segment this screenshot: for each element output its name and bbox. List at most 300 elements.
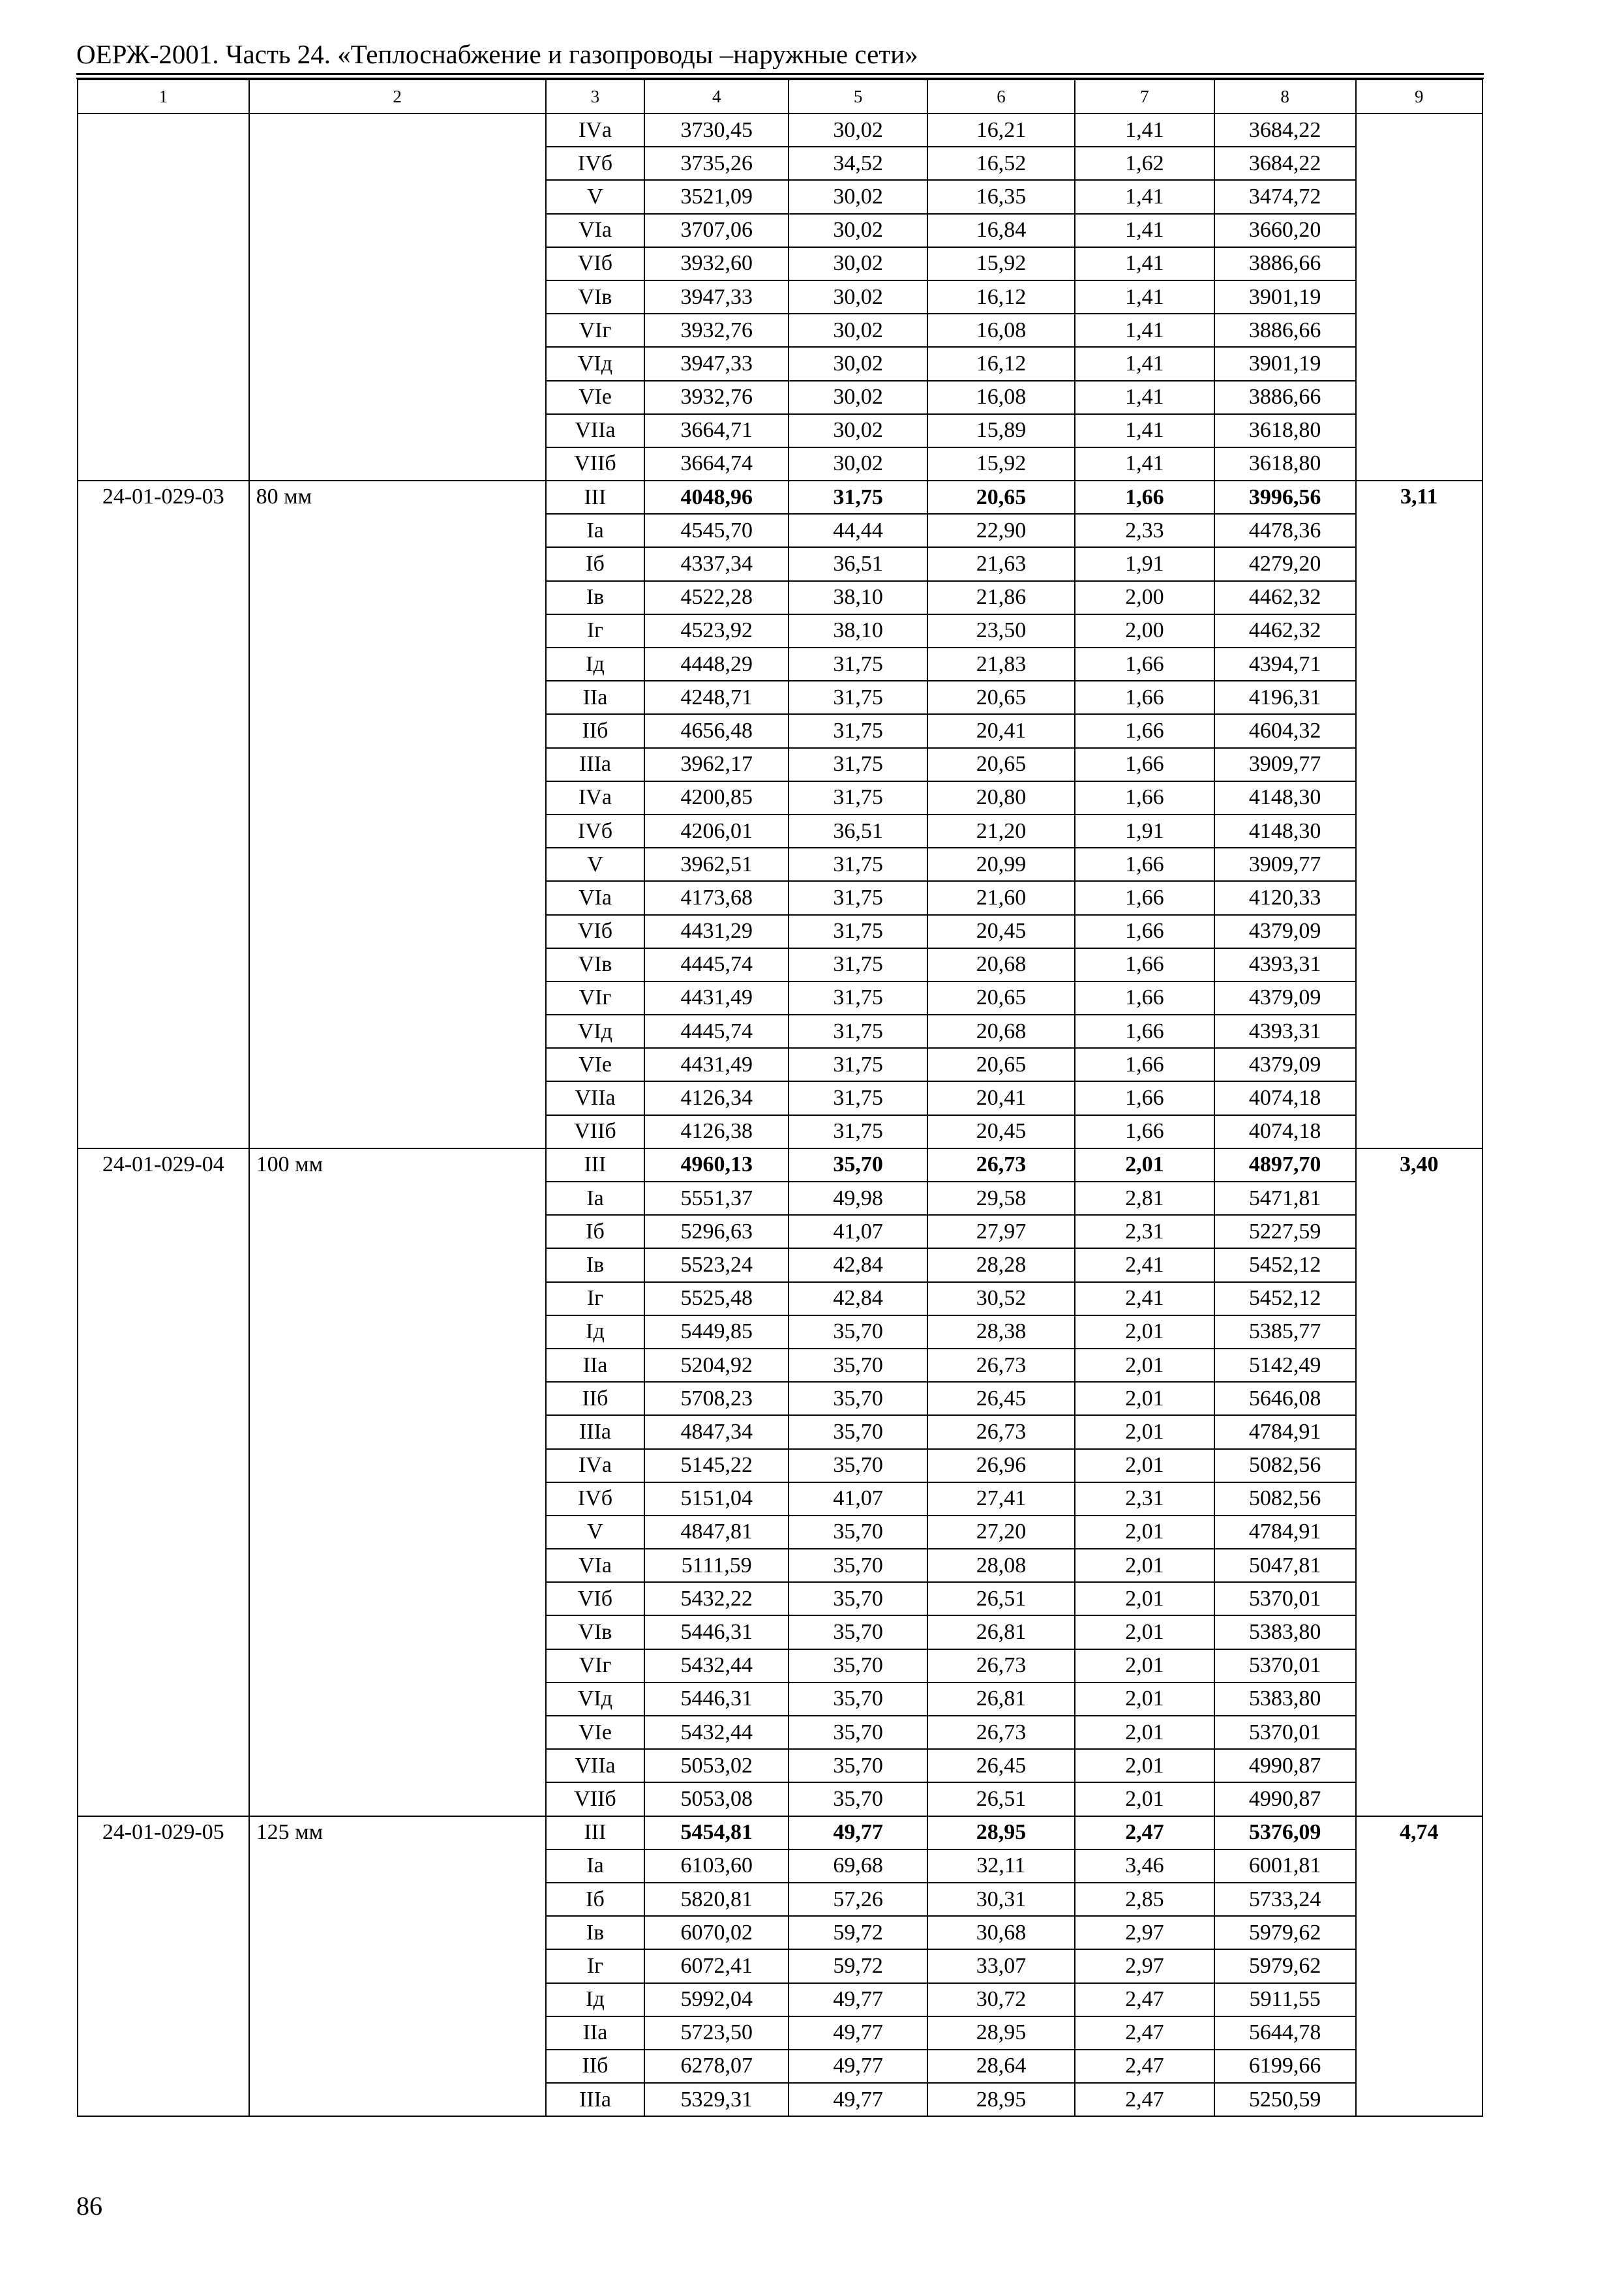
table-body	[78, 113, 1482, 2116]
value-cell: 5082,56	[1214, 1449, 1356, 1482]
value-cell: 5432,22	[644, 1582, 789, 1615]
value-cell: 1,41	[1075, 314, 1214, 347]
value-cell: 3660,20	[1214, 214, 1356, 247]
zone-cell: VIIб	[546, 447, 645, 481]
zone-cell: Iв	[546, 1248, 645, 1281]
value-cell: 26,81	[927, 1615, 1075, 1649]
value-cell: 1,66	[1075, 714, 1214, 747]
value-cell: 16,08	[927, 314, 1075, 347]
zone-cell: VIIа	[546, 1081, 645, 1115]
value-cell: 26,73	[927, 1649, 1075, 1683]
diameter-cell: 125 мм	[249, 1816, 546, 2117]
value-cell: 6278,07	[644, 2050, 789, 2083]
value-cell: 2,47	[1075, 1983, 1214, 2016]
value-cell: 30,02	[789, 113, 927, 147]
value-cell: 5151,04	[644, 1482, 789, 1516]
value-cell: 6072,41	[644, 1949, 789, 1982]
column-header: 3	[546, 80, 645, 113]
zone-cell: IIа	[546, 1349, 645, 1382]
value-cell: 22,90	[927, 514, 1075, 547]
value-cell: 34,52	[789, 147, 927, 180]
value-cell: 1,91	[1075, 815, 1214, 848]
value-cell: 5979,62	[1214, 1949, 1356, 1982]
value-cell: 42,84	[789, 1282, 927, 1315]
value-cell: 5446,31	[644, 1615, 789, 1649]
value-cell: 3886,66	[1214, 247, 1356, 280]
column-number-row	[78, 80, 1482, 113]
value-cell: 4394,71	[1214, 648, 1356, 681]
value-cell: 35,70	[789, 1615, 927, 1649]
value-cell: 4196,31	[1214, 681, 1356, 714]
value-cell: 5723,50	[644, 2016, 789, 2050]
value-cell: 28,28	[927, 1248, 1075, 1281]
value-cell: 4990,87	[1214, 1749, 1356, 1782]
zone-cell: IIб	[546, 1382, 645, 1415]
value-cell: 5454,81	[644, 1816, 789, 1849]
value-cell: 4379,09	[1214, 981, 1356, 1015]
value-cell: 2,47	[1075, 2050, 1214, 2083]
zone-cell: VIб	[546, 915, 645, 948]
column-header: 8	[1214, 80, 1356, 113]
zone-cell: VIг	[546, 314, 645, 347]
value-cell: 35,70	[789, 1749, 927, 1782]
value-cell: 4656,48	[644, 714, 789, 747]
value-cell: 3932,76	[644, 381, 789, 414]
value-cell: 4523,92	[644, 614, 789, 648]
value-cell: 28,95	[927, 2083, 1075, 2116]
value-cell: 2,00	[1075, 614, 1214, 648]
value-cell: 31,75	[789, 1048, 927, 1081]
value-cell: 2,97	[1075, 1916, 1214, 1949]
value-cell: 1,66	[1075, 1115, 1214, 1148]
zone-cell: VIд	[546, 1015, 645, 1048]
zone-cell: IVб	[546, 147, 645, 180]
zone-cell: V	[546, 848, 645, 881]
value-cell: 20,65	[927, 681, 1075, 714]
value-cell: 2,01	[1075, 1415, 1214, 1448]
value-cell: 21,83	[927, 648, 1075, 681]
value-cell: 1,66	[1075, 681, 1214, 714]
value-cell: 35,70	[789, 1716, 927, 1749]
value-cell: 4960,13	[644, 1148, 789, 1182]
value-cell: 28,08	[927, 1549, 1075, 1582]
value-cell: 1,91	[1075, 547, 1214, 580]
value-cell: 3684,22	[1214, 147, 1356, 180]
zone-cell: VIе	[546, 1716, 645, 1749]
value-cell: 31,75	[789, 748, 927, 781]
value-cell: 1,66	[1075, 481, 1214, 514]
value-cell: 4148,30	[1214, 781, 1356, 815]
zone-cell: IIIа	[546, 748, 645, 781]
value-cell: 26,96	[927, 1449, 1075, 1482]
value-cell: 5733,24	[1214, 1883, 1356, 1916]
value-cell: 5979,62	[1214, 1916, 1356, 1949]
value-cell: 20,41	[927, 714, 1075, 747]
column-header: 5	[789, 80, 927, 113]
value-cell: 4074,18	[1214, 1115, 1356, 1148]
value-cell: 49,77	[789, 2083, 927, 2116]
value-cell: 5053,08	[644, 1782, 789, 1816]
value-cell: 20,80	[927, 781, 1075, 815]
value-cell: 3618,80	[1214, 414, 1356, 447]
value-cell: 3947,33	[644, 347, 789, 380]
value-cell: 28,95	[927, 1816, 1075, 1849]
value-cell: 3932,60	[644, 247, 789, 280]
value-cell: 4126,34	[644, 1081, 789, 1115]
rate-code-cell	[78, 113, 249, 481]
value-cell: 20,45	[927, 1115, 1075, 1148]
value-cell: 1,41	[1075, 381, 1214, 414]
value-cell: 2,01	[1075, 1582, 1214, 1615]
rate-code-cell: 24-01-029-05	[78, 1816, 249, 2117]
value-cell: 4478,36	[1214, 514, 1356, 547]
column-header: 1	[78, 80, 249, 113]
value-cell: 1,66	[1075, 915, 1214, 948]
value-cell: 31,75	[789, 915, 927, 948]
value-cell: 6199,66	[1214, 2050, 1356, 2083]
value-cell: 4462,32	[1214, 614, 1356, 648]
value-cell: 4279,20	[1214, 547, 1356, 580]
table-row	[78, 1816, 1482, 1849]
value-cell: 31,75	[789, 881, 927, 914]
value-cell: 5452,12	[1214, 1248, 1356, 1281]
value-cell: 32,11	[927, 1849, 1075, 1883]
value-cell: 5449,85	[644, 1315, 789, 1349]
value-cell: 4847,81	[644, 1516, 789, 1549]
zone-cell: IVа	[546, 781, 645, 815]
value-cell: 35,70	[789, 1415, 927, 1448]
value-cell: 30,02	[789, 280, 927, 314]
value-cell: 5525,48	[644, 1282, 789, 1315]
value-cell: 26,81	[927, 1683, 1075, 1716]
value-cell: 4379,09	[1214, 1048, 1356, 1081]
value-cell: 42,84	[789, 1248, 927, 1281]
value-cell: 28,38	[927, 1315, 1075, 1349]
zone-cell: V	[546, 180, 645, 213]
value-cell: 3,46	[1075, 1849, 1214, 1883]
value-cell: 5370,01	[1214, 1582, 1356, 1615]
value-cell: 5204,92	[644, 1349, 789, 1382]
value-cell: 5820,81	[644, 1883, 789, 1916]
value-cell: 2,01	[1075, 1615, 1214, 1649]
zone-cell: VIIа	[546, 414, 645, 447]
value-cell: 1,41	[1075, 414, 1214, 447]
rate-code-cell: 24-01-029-04	[78, 1148, 249, 1816]
price-table	[77, 79, 1483, 2117]
zone-cell: Iа	[546, 1182, 645, 1215]
column-header: 9	[1356, 80, 1482, 113]
value-cell: 30,02	[789, 414, 927, 447]
value-cell: 35,70	[789, 1315, 927, 1349]
value-cell: 4445,74	[644, 1015, 789, 1048]
value-cell: 35,70	[789, 1683, 927, 1716]
value-cell: 49,98	[789, 1182, 927, 1215]
value-cell: 5111,59	[644, 1549, 789, 1582]
value-cell: 1,66	[1075, 1081, 1214, 1115]
column-header: 7	[1075, 80, 1214, 113]
zone-cell: III	[546, 481, 645, 514]
value-cell: 15,89	[927, 414, 1075, 447]
zone-cell: VIв	[546, 280, 645, 314]
value-cell: 5432,44	[644, 1716, 789, 1749]
value-cell: 2,01	[1075, 1148, 1214, 1182]
value-cell: 4126,38	[644, 1115, 789, 1148]
value-cell: 27,41	[927, 1482, 1075, 1516]
value-cell: 1,41	[1075, 180, 1214, 213]
value-cell: 26,51	[927, 1582, 1075, 1615]
value-cell: 3730,45	[644, 113, 789, 147]
zone-cell: Iв	[546, 581, 645, 614]
value-cell: 26,73	[927, 1415, 1075, 1448]
value-cell: 2,00	[1075, 581, 1214, 614]
value-cell: 5446,31	[644, 1683, 789, 1716]
zone-cell: VIг	[546, 981, 645, 1015]
value-cell: 27,97	[927, 1215, 1075, 1248]
value-cell: 31,75	[789, 948, 927, 981]
value-cell: 35,70	[789, 1549, 927, 1582]
value-cell: 33,07	[927, 1949, 1075, 1982]
value-cell: 20,65	[927, 748, 1075, 781]
value-cell: 2,01	[1075, 1449, 1214, 1482]
value-cell: 26,51	[927, 1782, 1075, 1816]
value-cell: 30,02	[789, 314, 927, 347]
value-cell: 1,66	[1075, 648, 1214, 681]
column-9-cell: 3,11	[1356, 481, 1482, 1148]
zone-cell: VIа	[546, 881, 645, 914]
value-cell: 5250,59	[1214, 2083, 1356, 2116]
value-cell: 41,07	[789, 1482, 927, 1516]
zone-cell: IIIа	[546, 1415, 645, 1448]
zone-cell: VIIб	[546, 1782, 645, 1816]
value-cell: 30,68	[927, 1916, 1075, 1949]
value-cell: 26,45	[927, 1749, 1075, 1782]
value-cell: 16,35	[927, 180, 1075, 213]
value-cell: 26,73	[927, 1716, 1075, 1749]
value-cell: 1,66	[1075, 1048, 1214, 1081]
value-cell: 3886,66	[1214, 381, 1356, 414]
value-cell: 5911,55	[1214, 1983, 1356, 2016]
value-cell: 36,51	[789, 815, 927, 848]
value-cell: 4784,91	[1214, 1516, 1356, 1549]
value-cell: 3886,66	[1214, 314, 1356, 347]
value-cell: 5385,77	[1214, 1315, 1356, 1349]
value-cell: 31,75	[789, 681, 927, 714]
value-cell: 49,77	[789, 2050, 927, 2083]
value-cell: 3618,80	[1214, 447, 1356, 481]
value-cell: 16,08	[927, 381, 1075, 414]
value-cell: 30,72	[927, 1983, 1075, 2016]
value-cell: 3474,72	[1214, 180, 1356, 213]
value-cell: 2,41	[1075, 1248, 1214, 1281]
zone-cell: V	[546, 1516, 645, 1549]
zone-cell: IIIа	[546, 2083, 645, 2116]
value-cell: 3901,19	[1214, 280, 1356, 314]
value-cell: 31,75	[789, 714, 927, 747]
value-cell: 2,01	[1075, 1349, 1214, 1382]
value-cell: 4445,74	[644, 948, 789, 981]
value-cell: 4148,30	[1214, 815, 1356, 848]
value-cell: 49,77	[789, 1983, 927, 2016]
value-cell: 3932,76	[644, 314, 789, 347]
rate-code-cell: 24-01-029-03	[78, 481, 249, 1148]
value-cell: 4206,01	[644, 815, 789, 848]
value-cell: 20,65	[927, 981, 1075, 1015]
value-cell: 26,73	[927, 1349, 1075, 1382]
value-cell: 1,66	[1075, 848, 1214, 881]
zone-cell: Iд	[546, 648, 645, 681]
value-cell: 1,66	[1075, 781, 1214, 815]
value-cell: 30,02	[789, 180, 927, 213]
value-cell: 4897,70	[1214, 1148, 1356, 1182]
value-cell: 31,75	[789, 781, 927, 815]
value-cell: 2,01	[1075, 1649, 1214, 1683]
value-cell: 3735,26	[644, 147, 789, 180]
value-cell: 23,50	[927, 614, 1075, 648]
zone-cell: VIб	[546, 1582, 645, 1615]
zone-cell: IIа	[546, 681, 645, 714]
value-cell: 6001,81	[1214, 1849, 1356, 1883]
value-cell: 31,75	[789, 981, 927, 1015]
value-cell: 1,41	[1075, 214, 1214, 247]
value-cell: 3664,74	[644, 447, 789, 481]
value-cell: 5053,02	[644, 1749, 789, 1782]
value-cell: 2,01	[1075, 1382, 1214, 1415]
column-header: 2	[249, 80, 546, 113]
zone-cell: VIа	[546, 214, 645, 247]
zone-cell: III	[546, 1148, 645, 1182]
value-cell: 26,73	[927, 1148, 1075, 1182]
value-cell: 2,01	[1075, 1683, 1214, 1716]
value-cell: 1,62	[1075, 147, 1214, 180]
value-cell: 49,77	[789, 1816, 927, 1849]
value-cell: 35,70	[789, 1649, 927, 1683]
value-cell: 4074,18	[1214, 1081, 1356, 1115]
value-cell: 4393,31	[1214, 1015, 1356, 1048]
column-header: 4	[644, 80, 789, 113]
value-cell: 69,68	[789, 1849, 927, 1883]
value-cell: 35,70	[789, 1516, 927, 1549]
value-cell: 4379,09	[1214, 915, 1356, 948]
value-cell: 16,84	[927, 214, 1075, 247]
zone-cell: Iд	[546, 1315, 645, 1349]
zone-cell: Iа	[546, 1849, 645, 1883]
value-cell: 3664,71	[644, 414, 789, 447]
value-cell: 20,65	[927, 481, 1075, 514]
zone-cell: IIб	[546, 714, 645, 747]
value-cell: 2,01	[1075, 1782, 1214, 1816]
zone-cell: Iг	[546, 614, 645, 648]
value-cell: 20,68	[927, 948, 1075, 981]
value-cell: 59,72	[789, 1916, 927, 1949]
value-cell: 31,75	[789, 1081, 927, 1115]
value-cell: 30,02	[789, 247, 927, 280]
zone-cell: IIа	[546, 2016, 645, 2050]
value-cell: 15,92	[927, 447, 1075, 481]
value-cell: 21,60	[927, 881, 1075, 914]
value-cell: 57,26	[789, 1883, 927, 1916]
zone-cell: VIIб	[546, 1115, 645, 1148]
value-cell: 1,66	[1075, 881, 1214, 914]
value-cell: 5329,31	[644, 2083, 789, 2116]
value-cell: 5383,80	[1214, 1683, 1356, 1716]
zone-cell: VIв	[546, 948, 645, 981]
value-cell: 1,41	[1075, 247, 1214, 280]
value-cell: 5370,01	[1214, 1649, 1356, 1683]
value-cell: 29,58	[927, 1182, 1075, 1215]
value-cell: 2,01	[1075, 1716, 1214, 1749]
value-cell: 35,70	[789, 1449, 927, 1482]
value-cell: 20,68	[927, 1015, 1075, 1048]
value-cell: 35,70	[789, 1782, 927, 1816]
value-cell: 28,95	[927, 2016, 1075, 2050]
value-cell: 20,45	[927, 915, 1075, 948]
value-cell: 16,21	[927, 113, 1075, 147]
value-cell: 20,65	[927, 1048, 1075, 1081]
value-cell: 21,86	[927, 581, 1075, 614]
value-cell: 1,66	[1075, 981, 1214, 1015]
value-cell: 4784,91	[1214, 1415, 1356, 1448]
value-cell: 38,10	[789, 581, 927, 614]
header-rule-thick	[76, 73, 1484, 75]
value-cell: 3909,77	[1214, 748, 1356, 781]
value-cell: 5145,22	[644, 1449, 789, 1482]
zone-cell: Iд	[546, 1983, 645, 2016]
zone-cell: VIб	[546, 247, 645, 280]
value-cell: 35,70	[789, 1582, 927, 1615]
value-cell: 38,10	[789, 614, 927, 648]
value-cell: 30,52	[927, 1282, 1075, 1315]
value-cell: 5992,04	[644, 1983, 789, 2016]
value-cell: 4522,28	[644, 581, 789, 614]
value-cell: 5523,24	[644, 1248, 789, 1281]
value-cell: 4048,96	[644, 481, 789, 514]
value-cell: 2,01	[1075, 1749, 1214, 1782]
value-cell: 2,01	[1075, 1549, 1214, 1582]
value-cell: 6103,60	[644, 1849, 789, 1883]
zone-cell: III	[546, 1816, 645, 1849]
value-cell: 15,92	[927, 247, 1075, 280]
page-header: ОЕРЖ-2001. Часть 24. «Теплоснабжение и газопроводы –наружные сети»	[76, 39, 918, 69]
value-cell: 4990,87	[1214, 1782, 1356, 1816]
zone-cell: VIд	[546, 1683, 645, 1716]
value-cell: 3901,19	[1214, 347, 1356, 380]
table-row	[78, 1148, 1482, 1182]
zone-cell: VIг	[546, 1649, 645, 1683]
zone-cell: VIа	[546, 1549, 645, 1582]
value-cell: 36,51	[789, 547, 927, 580]
value-cell: 59,72	[789, 1949, 927, 1982]
value-cell: 30,02	[789, 381, 927, 414]
zone-cell: Iг	[546, 1282, 645, 1315]
zone-cell: Iб	[546, 1215, 645, 1248]
zone-cell: Iб	[546, 1883, 645, 1916]
value-cell: 3962,17	[644, 748, 789, 781]
value-cell: 4200,85	[644, 781, 789, 815]
value-cell: 2,41	[1075, 1282, 1214, 1315]
value-cell: 1,41	[1075, 113, 1214, 147]
value-cell: 31,75	[789, 1115, 927, 1148]
value-cell: 3909,77	[1214, 848, 1356, 881]
value-cell: 2,47	[1075, 2016, 1214, 2050]
value-cell: 4462,32	[1214, 581, 1356, 614]
value-cell: 26,45	[927, 1382, 1075, 1415]
value-cell: 35,70	[789, 1148, 927, 1182]
value-cell: 5376,09	[1214, 1816, 1356, 1849]
value-cell: 16,12	[927, 280, 1075, 314]
value-cell: 3962,51	[644, 848, 789, 881]
value-cell: 2,31	[1075, 1215, 1214, 1248]
value-cell: 21,63	[927, 547, 1075, 580]
